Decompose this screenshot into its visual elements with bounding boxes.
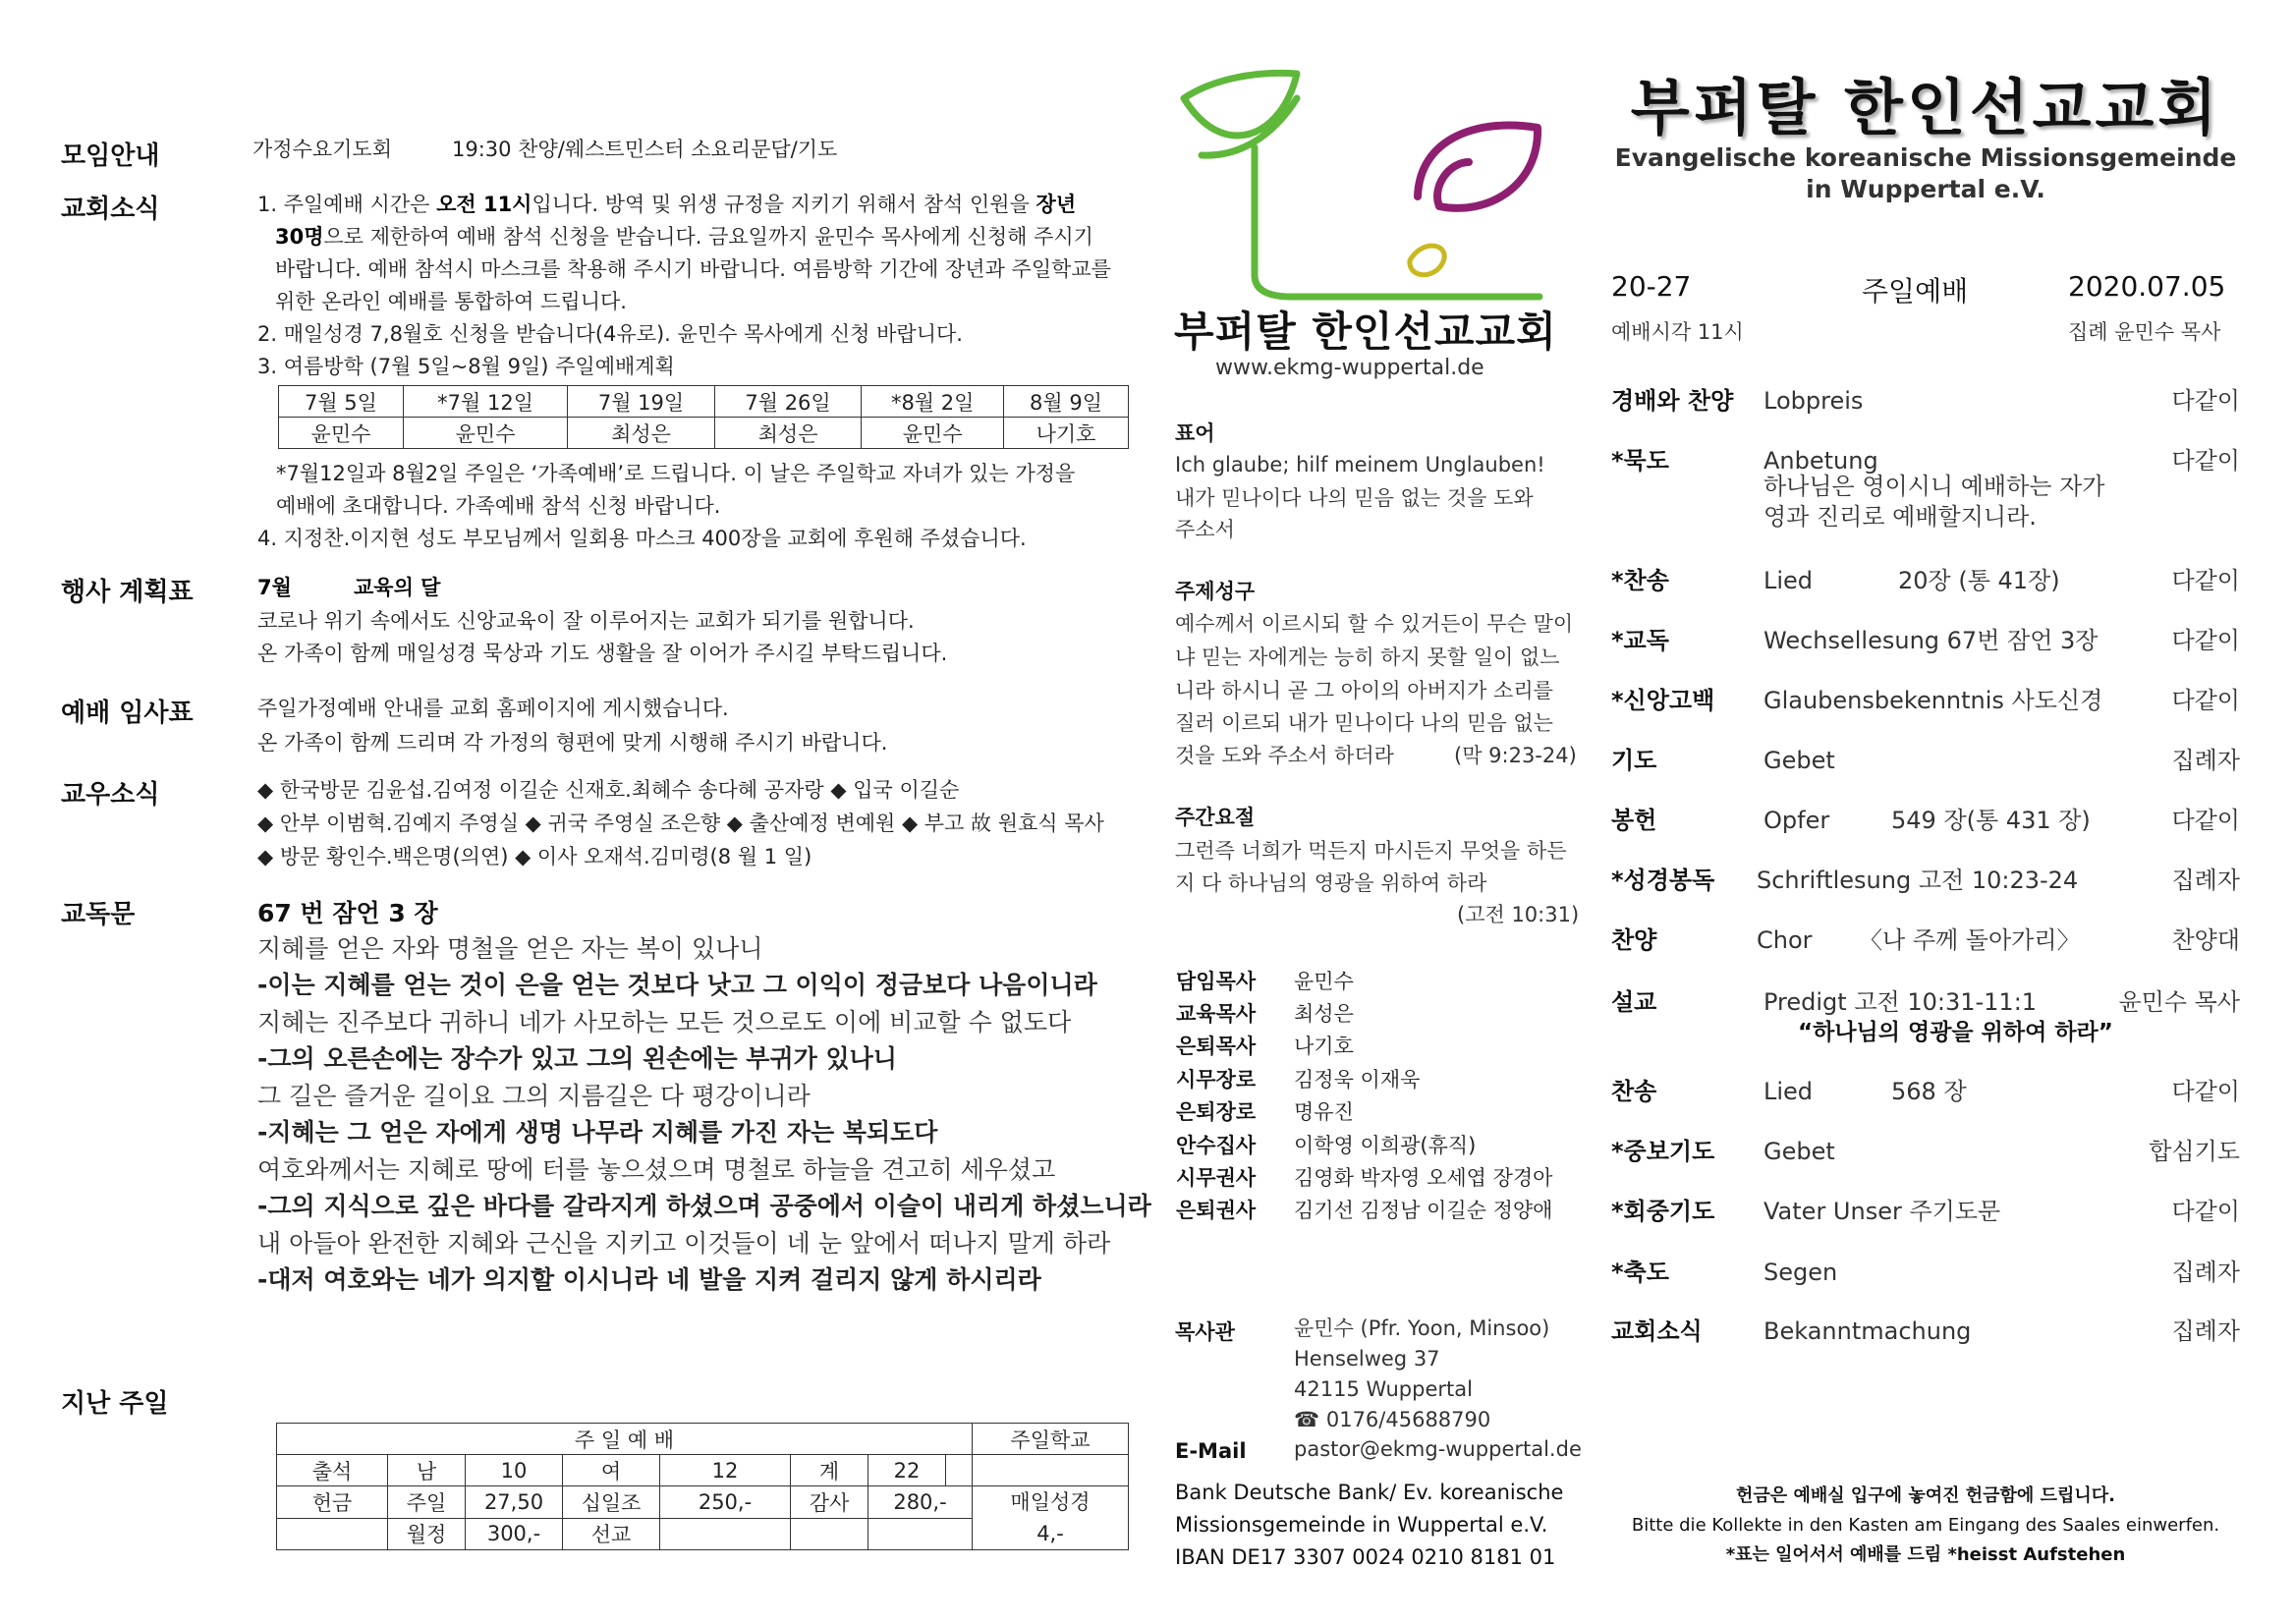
male-label: 남 [388,1455,466,1486]
empty-cell [277,1518,388,1550]
schedule-preacher: 윤민수 [279,418,404,449]
theme-line: 예수께서 이르시되 할 수 있거든이 무슨 말이 [1175,612,1574,636]
events-month: 7월 [257,576,292,599]
bank-line-2: Missionsgemeinde in Wuppertal e.V. [1175,1513,1548,1537]
order-by: 윤민수 목사 [2118,988,2240,1016]
order-by: 다같이 [2171,1078,2240,1105]
iban: IBAN DE17 3307 0024 0210 8181 01 [1175,1545,1556,1569]
pastor-phone-row [1294,1403,1490,1436]
pastor-name: 윤민수 (Pfr. Yoon, Minsoo) [1294,1316,1550,1340]
order-by: 다같이 [2171,687,2240,714]
events-label: 행사 계획표 [61,578,194,607]
schedule-preacher: 나기호 [1004,418,1129,449]
female-label: 여 [563,1455,660,1486]
order-row-praise [1611,381,2240,420]
staff-name: 김영화 박자영 오세엽 장경아 [1294,1166,1553,1190]
theme-line: 질러 이르되 내가 믿나이다 나의 믿음 없는 [1175,711,1553,735]
staff-name: 윤민수 [1294,970,1354,993]
staff-role: 시무권사 [1176,1166,1257,1190]
news-label: 교회소식 [61,195,160,224]
mission-label: 선교 [563,1518,660,1550]
logo-leaf [1184,73,1297,136]
footer-line-1: 헌금은 예배실 입구에 놓여진 헌금함에 드립니다. [1736,1485,2115,1506]
members-label: 교우소식 [61,780,160,810]
church-logo [1174,69,1557,314]
order-row-choir [1611,921,2240,960]
order-item: Chor [1757,926,1813,954]
sermon-title: “하나님의 영광을 위하여 하라” [1798,1020,2113,1045]
order-detail: 549 장(통 431 장) [1891,807,2091,834]
staff-row [1176,1129,1476,1162]
members-line-3: ◆ 방문 황인수.백은명(의연) ◆ 이사 오재석.김미령(8 월 1 일) [257,845,812,868]
anbetung-verse [1763,472,2104,532]
reading-line: 여호와께서는 지혜로 땅에 터를 놓으셨으며 명철로 하늘을 견고히 세우셨고 [257,1155,1056,1184]
order-label: 경배와 찬양 [1611,387,1734,415]
staff-row [1176,965,1354,998]
theme-line: 것을 도와 주소서 하더라 [1175,744,1394,767]
weekly-verse-heading: 주간요절 [1175,806,1256,829]
order-label: *찬송 [1611,567,1669,594]
empty-cell [946,1455,973,1486]
theme-verse-heading: 주제성구 [1175,580,1256,603]
empty-cell [973,1455,1129,1486]
order-by: 다같이 [2171,447,2240,475]
last-sunday-label: 지난 주일 [61,1389,169,1419]
order-item: Predigt 고전 10:31-11:1 [1763,988,2038,1016]
total-count: 22 [868,1455,946,1486]
sunday-offering-label: 주일 [388,1486,466,1519]
worship-guide-line-1: 주일가정예배 안내를 교회 홈페이지에 게시했습니다. [257,697,729,720]
pastor-city: 42115 Wuppertal [1294,1377,1473,1401]
order-item: Lied [1763,567,1814,594]
meeting-text-1: 가정수요기도회 [252,138,393,161]
order-row-closing-hymn [1611,1072,2240,1111]
order-item: Vater Unser 주기도문 [1763,1198,2001,1225]
events-line-2: 온 가족이 함께 매일성경 묵상과 기도 생활을 잘 이어가 주시길 부탁드립니다. [257,642,948,665]
reading-line: 내 아들아 완전한 지혜와 근신을 지키고 이것들이 네 눈 앞에서 떠나지 말게 하라 [257,1229,1111,1258]
staff-role: 은퇴권사 [1176,1199,1257,1222]
thanks-value: 280,- [868,1486,973,1519]
reading-line: -대저 여호와는 네가 의지할 이시니라 네 발을 지켜 걸리지 않게 하시리라 [257,1265,1041,1294]
order-label: 찬송 [1611,1078,1657,1105]
daily-bible-cell [973,1486,1129,1550]
events-theme: 교육의 달 [354,576,441,599]
order-row-scripture [1611,861,2240,900]
staff-role: 시무장로 [1176,1068,1257,1092]
footer-line-3: *표는 일어서서 예배를 드림 *heisst Aufstehen [1725,1544,2126,1565]
schedule-date: 7월 26일 [714,386,862,418]
staff-row [1176,1161,1552,1195]
order-detail: 20장 (통 41장) [1898,567,2060,594]
meeting-label: 모임안내 [61,141,160,171]
order-by: 집례자 [2171,1317,2240,1345]
worship-guide-label: 예배 임사표 [61,699,194,728]
offering-label: 헌금 [277,1486,388,1519]
female-count: 12 [660,1455,791,1486]
order-row-announcements [1611,1312,2240,1351]
motto-heading: 표어 [1175,421,1215,445]
daily-bible-label: 매일성경 [1010,1490,1091,1514]
theme-line: 냐 믿는 자에게는 능히 하지 못할 일이 없느 [1175,645,1560,669]
staff-role: 은퇴장로 [1176,1100,1257,1124]
order-by: 다같이 [2171,627,2240,654]
email-label: E-Mail [1175,1439,1247,1463]
order-row-creed [1611,681,2240,720]
last-sunday-table [276,1423,1129,1550]
staff-row [1176,1194,1552,1227]
order-label: *교독 [1611,627,1669,654]
service-title: 주일예배 [1862,275,1969,308]
monthly-label: 월정 [388,1518,466,1550]
sunday-school-header: 주일학교 [973,1424,1129,1455]
staff-role: 담임목사 [1176,970,1257,993]
reading-line: 지혜를 얻은 자와 명철을 얻은 자는 복이 있나니 [257,934,763,963]
order-by: 다같이 [2171,807,2240,834]
sunday-offering-value: 27,50 [466,1486,563,1519]
schedule-preacher: 윤민수 [862,418,1004,449]
order-label: *신앙고백 [1611,687,1715,714]
reading-line: 그 길은 즐거운 길이요 그의 지름길은 다 평강이니라 [257,1082,811,1110]
order-item: Gebet [1763,1138,1835,1165]
members-line-2: ◆ 안부 이범혁.김예지 주영실 ◆ 귀국 주영실 조은향 ◆ 출산예정 변예원 ◆ 부고 故 원효식 목사 [257,812,1104,835]
schedule-preacher: 최성은 [568,418,715,449]
members-line-1: ◆ 한국방문 김윤섭.김여정 이길순 신재호.최혜수 송다혜 공자랑 ◆ 입국 이길순 [257,778,960,802]
order-row-prayer [1611,741,2240,780]
weekly-line-1: 그런즉 너희가 먹든지 마시든지 무엇을 하든 [1175,839,1567,863]
reading-line: 지혜는 진주보다 귀하니 네가 사모하는 모든 것으로도 이에 비교할 수 없도다 [257,1008,1072,1036]
schedule-note-1: *7월12일과 8월2일 주일은 ‘가족예배’로 드립니다. 이 날은 주일학교 자녀가 있는 가정을 [276,462,1076,485]
motto-line-2: 내가 믿나이다 나의 믿음 없는 것을 도와 [1175,486,1534,510]
schedule-preacher: 최성은 [714,418,862,449]
order-by: 합심기도 [2149,1138,2240,1165]
order-item: Lied [1763,1078,1814,1105]
order-item: Gebet [1763,747,1835,774]
staff-role: 교육목사 [1176,1002,1257,1026]
order-by: 집례자 [2171,747,2240,774]
logo-text: 부퍼탈 한인선교교회 [1174,308,1557,356]
order-label: 기도 [1611,747,1657,774]
empty-cell [868,1518,973,1550]
order-by: 다같이 [2171,567,2240,594]
schedule-table [278,385,1129,449]
monthly-value: 300,- [466,1518,563,1550]
schedule-note-2: 예배에 초대합니다. 가족예배 참석 신청 바랍니다. [276,494,721,518]
motto-line-1: Ich glaube; hilf meinem Unglauben! [1175,453,1545,476]
order-label: 교회소식 [1611,1317,1703,1345]
order-item: Anbetung [1763,447,1878,475]
order-row-benediction [1611,1253,2240,1292]
tithe-label: 십일조 [563,1486,660,1519]
schedule-date: 8월 9일 [1004,386,1129,418]
staff-row [1176,1063,1420,1096]
theme-line: 니라 하시니 곧 그 아이의 아버지가 소리를 [1175,679,1553,702]
website-link[interactable]: www.ekmg-wuppertal.de [1215,356,1484,380]
theme-reference: (막 9:23-24) [1454,744,1577,767]
order-item: Schriftlesung 고전 10:23-24 [1757,867,2079,894]
thanks-label: 감사 [791,1486,868,1519]
anbetung-line-1: 하나님은 영이시니 예배하는 자가 [1763,473,2105,500]
order-item: Bekanntmachung [1763,1317,1972,1345]
footer-note [1611,1482,2240,1570]
order-by: 다같이 [2171,1198,2240,1225]
staff-row [1176,1095,1354,1129]
schedule-date: *8월 2일 [862,386,1004,418]
order-label: 봉헌 [1611,807,1657,834]
reading-line: -지혜는 그 얻은 자에게 생명 나무라 지혜를 가진 자는 복되도다 [257,1118,938,1147]
motto-line-3: 주소서 [1175,518,1235,541]
order-item: Lobpreis [1763,387,1864,415]
order-label: 설교 [1611,988,1657,1016]
order-item: Wechsellesung 67번 잠언 3장 [1763,627,2099,654]
bank-line-1: Bank Deutsche Bank/ Ev. koreanische [1175,1481,1564,1504]
logo-stem [1255,147,1539,297]
order-detail: 〈나 주께 돌아가리〉 [1859,926,2081,954]
order-label: *축도 [1611,1259,1669,1286]
service-leader: 집례 윤민수 목사 [2068,320,2221,344]
order-row-responsive-reading [1611,621,2240,660]
order-by: 집례자 [2171,1259,2240,1286]
reading-line: -이는 지혜를 얻는 것이 은을 얻는 것보다 낫고 그 이익이 정금보다 나음이니라 [257,971,1097,999]
events-line-1: 코로나 위기 속에서도 신앙교육이 잘 이루어지는 교회가 되기를 원합니다. [257,609,915,633]
staff-name: 김기선 김정남 이길순 정양애 [1294,1199,1553,1222]
church-subtitle-1: Evangelische koreanische Missionsgemeinde [1614,143,2237,172]
weekly-line-2: 지 다 하나님의 영광을 위하여 하라 [1175,871,1487,895]
order-label: *중보기도 [1611,1138,1715,1165]
staff-role: 은퇴목사 [1176,1035,1257,1058]
empty-cell [660,1518,791,1550]
empty-cell [791,1518,868,1550]
staff-name: 명유진 [1294,1100,1354,1124]
reading-label: 교독문 [61,900,136,929]
daily-bible-value: 4,- [1036,1522,1064,1545]
order-detail: 568 장 [1891,1078,1967,1105]
order-row-lords-prayer [1611,1192,2240,1231]
service-time: 예배시각 11시 [1611,320,1744,344]
order-item: Segen [1763,1259,1838,1286]
order-row-intercession [1611,1132,2240,1171]
male-count: 10 [466,1455,563,1486]
order-label: *묵도 [1611,447,1669,475]
total-label: 계 [791,1455,868,1486]
order-row-hymn [1611,561,2240,600]
staff-name: 최성은 [1294,1002,1354,1026]
pastor-house-label: 목사관 [1175,1320,1235,1344]
weekly-reference: (고전 10:31) [1457,903,1580,926]
order-label: *성경봉독 [1611,867,1715,894]
pastor-phone: 0176/45688790 [1325,1408,1491,1431]
staff-name: 나기호 [1294,1035,1354,1058]
attendance-label: 출석 [277,1455,388,1486]
pastor-street: Henselweg 37 [1294,1347,1440,1371]
order-by: 찬양대 [2171,926,2240,954]
staff-name: 이학영 이희광(휴직) [1294,1134,1477,1157]
week-number: 20-27 [1611,270,1692,303]
order-row-offering [1611,801,2240,840]
order-item: Glaubensbekenntnis 사도신경 [1763,687,2103,714]
order-label: *회중기도 [1611,1198,1715,1225]
reading-title: 67 번 잠언 3 장 [257,899,438,927]
phone-icon: ☎ [1294,1408,1326,1431]
worship-guide-line-2: 온 가족이 함께 드리며 각 가정의 형편에 맞게 시행해 주시기 바랍니다. [257,731,888,755]
service-date: 2020.07.05 [2068,270,2226,303]
meeting-text-2: 19:30 찬양/웨스트민스터 소요리문답/기도 [452,138,838,161]
reading-line: -그의 지식으로 깊은 바다를 갈라지게 하셨으며 공중에서 이슬이 내리게 하셨느니라 [257,1192,1151,1220]
staff-role: 안수집사 [1176,1134,1257,1157]
church-title: 부퍼탈 한인선교교회 [1630,72,2221,143]
order-label: 찬양 [1611,926,1657,954]
staff-row [1176,1030,1354,1063]
news-block: 1. 주일예배 시간은 오전 11시입니다. 방역 및 위생 규정을 지키기 위해서 참석 인원을 장년 30명으로 제한하여 예배 참석 신청을 받습니다. 금요일까지 윤민수 목사에게 신청해 주시기 바랍니다. 예배 참석시 마스크를 착용해 주시기 바랍니다. 여름방학 기간에 장년과 주일학교를 위한 온라인 예배를 통합하여 드립니다. 2. 매일성경 7,8월호 신청을 받습니다(4유로). 윤민수 목사에게 신청 바랍니다. 3. 여름방학 (7월 5일~8월 9일) 주일예배계획 [257,193,1111,378]
staff-row [1176,997,1354,1031]
logo-petal [1418,126,1538,208]
footer-line-2: Bitte die Kollekte in den Kasten am Eingang des Saales einwerfen. [1631,1515,2220,1536]
pastor-email[interactable]: pastor@ekmg-wuppertal.de [1294,1437,1582,1461]
tithe-value: 250,- [660,1486,791,1519]
church-subtitle-2: in Wuppertal e.V. [1806,175,2045,203]
reading-line: -그의 오른손에는 장수가 있고 그의 왼손에는 부귀가 있나니 [257,1044,897,1073]
schedule-date: 7월 5일 [279,386,404,418]
staff-name: 김정욱 이재욱 [1294,1068,1421,1092]
logo-seed [1410,246,1444,275]
schedule-date: 7월 19일 [568,386,715,418]
worship-header: 주 일 예 배 [277,1424,973,1455]
schedule-date: *7월 12일 [403,386,567,418]
schedule-preacher: 윤민수 [403,418,567,449]
order-by: 집례자 [2171,867,2240,894]
anbetung-line-2: 영과 진리로 예배할지니라. [1763,503,2037,531]
order-item: Opfer [1763,807,1830,834]
order-by: 다같이 [2171,387,2240,415]
news-item-4: 4. 지정찬.이지현 성도 부모님께서 일회용 마스크 400장을 교회에 후원해 주셨습니다. [257,527,1027,550]
